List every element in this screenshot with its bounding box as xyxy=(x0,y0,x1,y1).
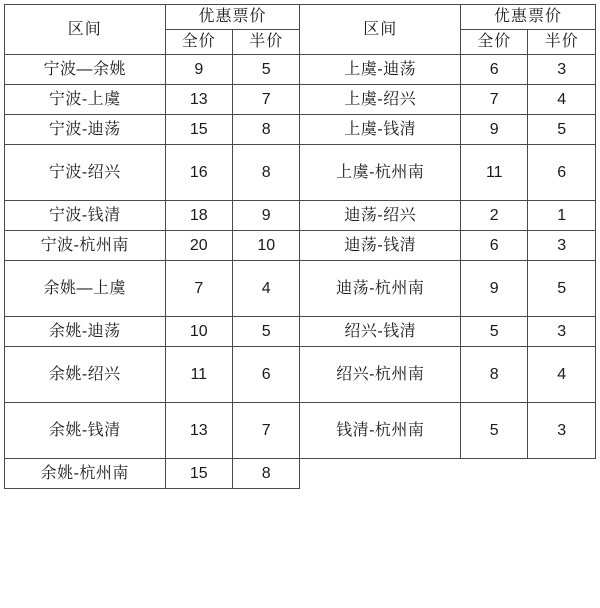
header-full-price-left: 全价 xyxy=(165,30,232,55)
cell-half-price-left: 7 xyxy=(233,85,300,115)
cell-half-price-left: 8 xyxy=(233,145,300,201)
cell-segment-left: 宁波-上虞 xyxy=(5,85,166,115)
cell-half-price-right: 3 xyxy=(528,55,596,85)
header-half-price-right: 半价 xyxy=(528,30,596,55)
cell-half-price-left: 5 xyxy=(233,55,300,85)
cell-segment-right: 钱清-杭州南 xyxy=(300,403,461,459)
cell-half-price-right: 3 xyxy=(528,231,596,261)
cell-full-price-left: 10 xyxy=(165,317,232,347)
table-row xyxy=(5,231,596,261)
cell-full-price-left: 13 xyxy=(165,85,232,115)
cell-half-price-right: 1 xyxy=(528,201,596,231)
cell-segment-right: 上虞-钱清 xyxy=(300,115,461,145)
cell-full-price-right xyxy=(461,459,528,489)
cell-full-price-right: 11 xyxy=(461,145,528,201)
cell-half-price-left: 6 xyxy=(233,347,300,403)
table-row xyxy=(5,55,596,85)
cell-segment-right xyxy=(300,459,461,489)
cell-full-price-left: 18 xyxy=(165,201,232,231)
cell-full-price-left: 7 xyxy=(165,261,232,317)
cell-half-price-right: 4 xyxy=(528,85,596,115)
cell-full-price-left: 9 xyxy=(165,55,232,85)
cell-half-price-left: 4 xyxy=(233,261,300,317)
cell-full-price-left: 20 xyxy=(165,231,232,261)
cell-full-price-right: 2 xyxy=(461,201,528,231)
header-segment-right: 区间 xyxy=(300,5,461,55)
cell-half-price-left: 8 xyxy=(233,115,300,145)
cell-full-price-right: 5 xyxy=(461,317,528,347)
cell-full-price-right: 6 xyxy=(461,231,528,261)
table-row xyxy=(5,201,596,231)
cell-full-price-right: 8 xyxy=(461,347,528,403)
cell-full-price-left: 13 xyxy=(165,403,232,459)
cell-segment-right: 上虞-绍兴 xyxy=(300,85,461,115)
cell-full-price-left: 16 xyxy=(165,145,232,201)
table-row xyxy=(5,261,596,317)
table-body xyxy=(5,55,596,489)
cell-half-price-right xyxy=(528,459,596,489)
header-row-group xyxy=(5,5,596,30)
cell-segment-left: 余姚—上虞 xyxy=(5,261,166,317)
cell-segment-right: 绍兴-杭州南 xyxy=(300,347,461,403)
cell-segment-left: 宁波-绍兴 xyxy=(5,145,166,201)
table-header xyxy=(5,5,596,55)
cell-full-price-right: 6 xyxy=(461,55,528,85)
cell-full-price-right: 9 xyxy=(461,261,528,317)
cell-segment-left: 余姚-钱清 xyxy=(5,403,166,459)
cell-segment-right: 绍兴-钱清 xyxy=(300,317,461,347)
cell-half-price-right: 5 xyxy=(528,261,596,317)
cell-half-price-right: 4 xyxy=(528,347,596,403)
cell-half-price-left: 10 xyxy=(233,231,300,261)
fare-table xyxy=(4,4,596,489)
cell-full-price-left: 11 xyxy=(165,347,232,403)
header-segment-left: 区间 xyxy=(5,5,166,55)
cell-half-price-right: 3 xyxy=(528,403,596,459)
cell-segment-left: 余姚-迪荡 xyxy=(5,317,166,347)
table-row xyxy=(5,347,596,403)
table-row xyxy=(5,317,596,347)
cell-segment-left: 余姚-杭州南 xyxy=(5,459,166,489)
header-discount-price-left: 优惠票价 xyxy=(165,5,300,30)
cell-half-price-right: 3 xyxy=(528,317,596,347)
table-row xyxy=(5,115,596,145)
cell-full-price-right: 7 xyxy=(461,85,528,115)
cell-half-price-left: 9 xyxy=(233,201,300,231)
cell-full-price-right: 9 xyxy=(461,115,528,145)
cell-segment-left: 余姚-绍兴 xyxy=(5,347,166,403)
table-row xyxy=(5,459,596,489)
cell-segment-left: 宁波-迪荡 xyxy=(5,115,166,145)
cell-half-price-left: 7 xyxy=(233,403,300,459)
table-row xyxy=(5,85,596,115)
header-discount-price-right: 优惠票价 xyxy=(461,5,596,30)
cell-half-price-right: 5 xyxy=(528,115,596,145)
table-row xyxy=(5,403,596,459)
table-row xyxy=(5,145,596,201)
cell-half-price-right: 6 xyxy=(528,145,596,201)
header-full-price-right: 全价 xyxy=(461,30,528,55)
cell-full-price-left: 15 xyxy=(165,459,232,489)
cell-segment-right: 迪荡-绍兴 xyxy=(300,201,461,231)
cell-half-price-left: 5 xyxy=(233,317,300,347)
cell-segment-right: 迪荡-钱清 xyxy=(300,231,461,261)
cell-segment-right: 上虞-杭州南 xyxy=(300,145,461,201)
cell-half-price-left: 8 xyxy=(233,459,300,489)
cell-segment-left: 宁波-钱清 xyxy=(5,201,166,231)
cell-segment-right: 上虞-迪荡 xyxy=(300,55,461,85)
header-half-price-left: 半价 xyxy=(233,30,300,55)
cell-segment-left: 宁波—余姚 xyxy=(5,55,166,85)
cell-full-price-right: 5 xyxy=(461,403,528,459)
cell-segment-right: 迪荡-杭州南 xyxy=(300,261,461,317)
cell-segment-left: 宁波-杭州南 xyxy=(5,231,166,261)
cell-full-price-left: 15 xyxy=(165,115,232,145)
